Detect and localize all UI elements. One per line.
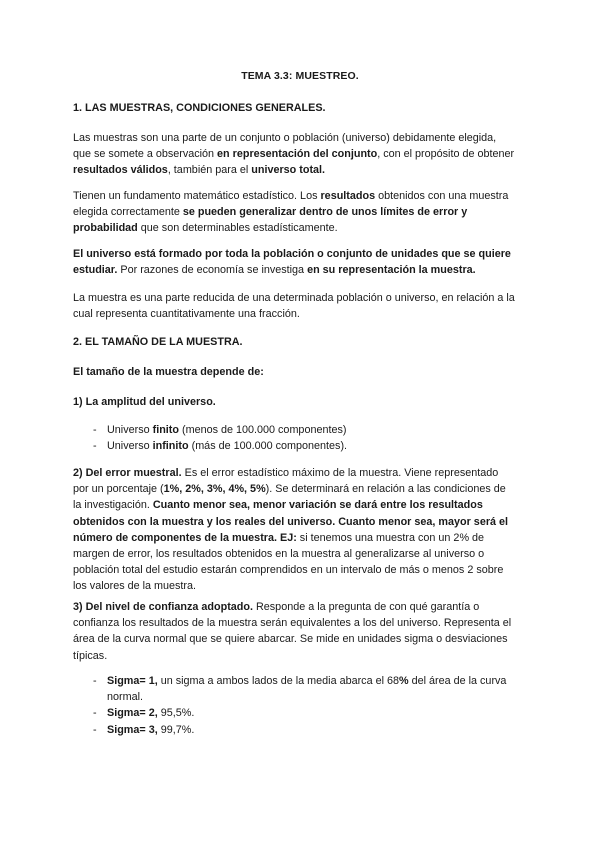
paragraph-nivel-confianza (73, 599, 533, 664)
text: normal. (107, 691, 144, 704)
dash-bullet: - (93, 723, 97, 736)
err-line4 (73, 514, 533, 530)
err-line5 (73, 530, 533, 546)
bold-text: resultados (320, 190, 376, 202)
conf-line4: típicas. (73, 649, 108, 662)
conf-line1 (73, 599, 533, 615)
paragraph-universo (73, 246, 533, 278)
bold-text: probabilidad (73, 222, 138, 235)
text: Tienen un fundamento matemático estadístico. Los (73, 190, 321, 202)
list-item (93, 705, 506, 721)
bold-text: infinito (152, 440, 189, 453)
para4-line1: La muestra es una parte reducida de una determinada población o universo, en relación a la (73, 292, 515, 304)
text: obtenidos con una muestra (375, 190, 509, 202)
bold-text: Cuanto menor sea, menor variación se dará entre los resultados (152, 499, 483, 512)
section-2-heading: 2. EL TAMAÑO DE LA MUESTRA. (73, 336, 243, 348)
text: por un porcentaje ( (73, 483, 164, 496)
text: del área de la curva (408, 675, 507, 687)
bold-text: número de componentes de la muestra. EJ: (73, 531, 297, 544)
conf-line3: área de la curva normal que se quiere abarcar. Se mide en unidades sigma o desviaciones (73, 633, 508, 646)
text: si tenemos una muestra con un 2% de (296, 531, 485, 544)
bold-text: 3) Del nivel de confianza adoptado. (73, 601, 253, 613)
err-line6: margen de error, los resultados obtenidos en la muestra al generalizarse al universo o (73, 548, 485, 561)
bold-text: estudiar. (73, 264, 118, 277)
err-line3 (73, 497, 533, 513)
para1-line3 (73, 162, 533, 178)
dash-bullet: - (93, 440, 97, 453)
text: , también para el (167, 164, 252, 177)
bold-text: en representación del conjunto (217, 148, 378, 161)
list-item (93, 422, 347, 438)
para1-line1: Las muestras son una parte de un conjunto o población (universo) debidamente elegida, (73, 132, 497, 144)
text: un sigma a ambos lados de la media abarca el 68 (157, 675, 399, 687)
text: ). Se determinará en relación a las condiciones de (265, 483, 506, 496)
section-1-heading: 1. LAS MUESTRAS, CONDICIONES GENERALES. (73, 102, 326, 114)
bold-text: Sigma= 2, (107, 707, 158, 720)
bold-text: 1%, 2%, 3%, 4%, 5% (163, 483, 266, 496)
bold-text: obtenidos con la muestra y los reales del universo. Cuanto menor sea, mayor será el (73, 515, 509, 528)
para3-line1 (73, 246, 533, 262)
list-item (93, 438, 347, 454)
universe-type-list (93, 422, 347, 454)
bold-text: en su representación la muestra. (307, 264, 476, 277)
paragraph-error-muestral (73, 465, 533, 595)
list-item (93, 673, 506, 705)
para4-line2: cual representa cuantitativamente una fracción. (73, 308, 300, 321)
err-line1 (73, 465, 533, 481)
text: 95,5%. (157, 707, 195, 720)
bold-text: se pueden generalizar dentro de unos límites de error y (182, 206, 468, 219)
err-line2 (73, 481, 533, 497)
dash-bullet: - (93, 707, 97, 720)
text: la investigación. (73, 499, 153, 512)
bold-text: universo total. (251, 164, 326, 177)
paragraph-muestra-reducida (73, 290, 533, 322)
text: Es el error estadístico máximo de la muestra. Viene representado (181, 467, 499, 479)
text: Responde a la pregunta de con qué garantía o (252, 601, 480, 613)
bold-text: Sigma= 3, (107, 723, 158, 736)
para2-line2 (73, 204, 533, 220)
text: (más de 100.000 componentes). (188, 440, 348, 453)
dash-bullet: - (93, 675, 97, 687)
bold-text: resultados válidos (73, 164, 168, 177)
bold-text: El universo está formado por toda la población o conjunto de unidades que se quiere (73, 248, 511, 260)
para3-line2 (73, 262, 533, 278)
text: que se somete a observación (73, 148, 218, 161)
para1-line2 (73, 146, 533, 162)
bold-text: 2) Del error muestral. (73, 467, 182, 479)
text: elegida correctamente (73, 206, 183, 219)
para2-line3 (73, 220, 533, 236)
dash-bullet: - (93, 424, 97, 436)
item-1-heading: 1) La amplitud del universo. (73, 396, 216, 408)
bold-text: finito (152, 424, 179, 436)
text: Por razones de economía se investiga (117, 264, 308, 277)
err-line7: población total del estudio estarán comprendidos en un intervalo de más o menos 2 sobre (73, 564, 504, 577)
text: , con el propósito de obtener (377, 148, 515, 161)
para2-line1 (73, 188, 533, 204)
paragraph-muestras (73, 130, 533, 179)
text: 99,7%. (157, 723, 195, 736)
paragraph-fundamento (73, 188, 533, 237)
text: Universo (107, 440, 153, 453)
text: que son determinables estadísticamente. (137, 222, 338, 235)
text: (menos de 100.000 componentes) (179, 424, 347, 436)
list-item (93, 722, 506, 738)
bold-text: Sigma= 1, (107, 675, 158, 687)
conf-line2: confianza los resultados de la muestra serán equivalentes a los del universo. Representa el (73, 617, 512, 630)
err-line8: los valores de la muestra. (73, 580, 197, 593)
text: Universo (107, 424, 153, 436)
bold-text: % (399, 675, 409, 687)
sigma-list (93, 673, 506, 738)
section-2-intro: El tamaño de la muestra depende de: (73, 366, 264, 378)
document-title: TEMA 3.3: MUESTREO. (241, 70, 359, 82)
